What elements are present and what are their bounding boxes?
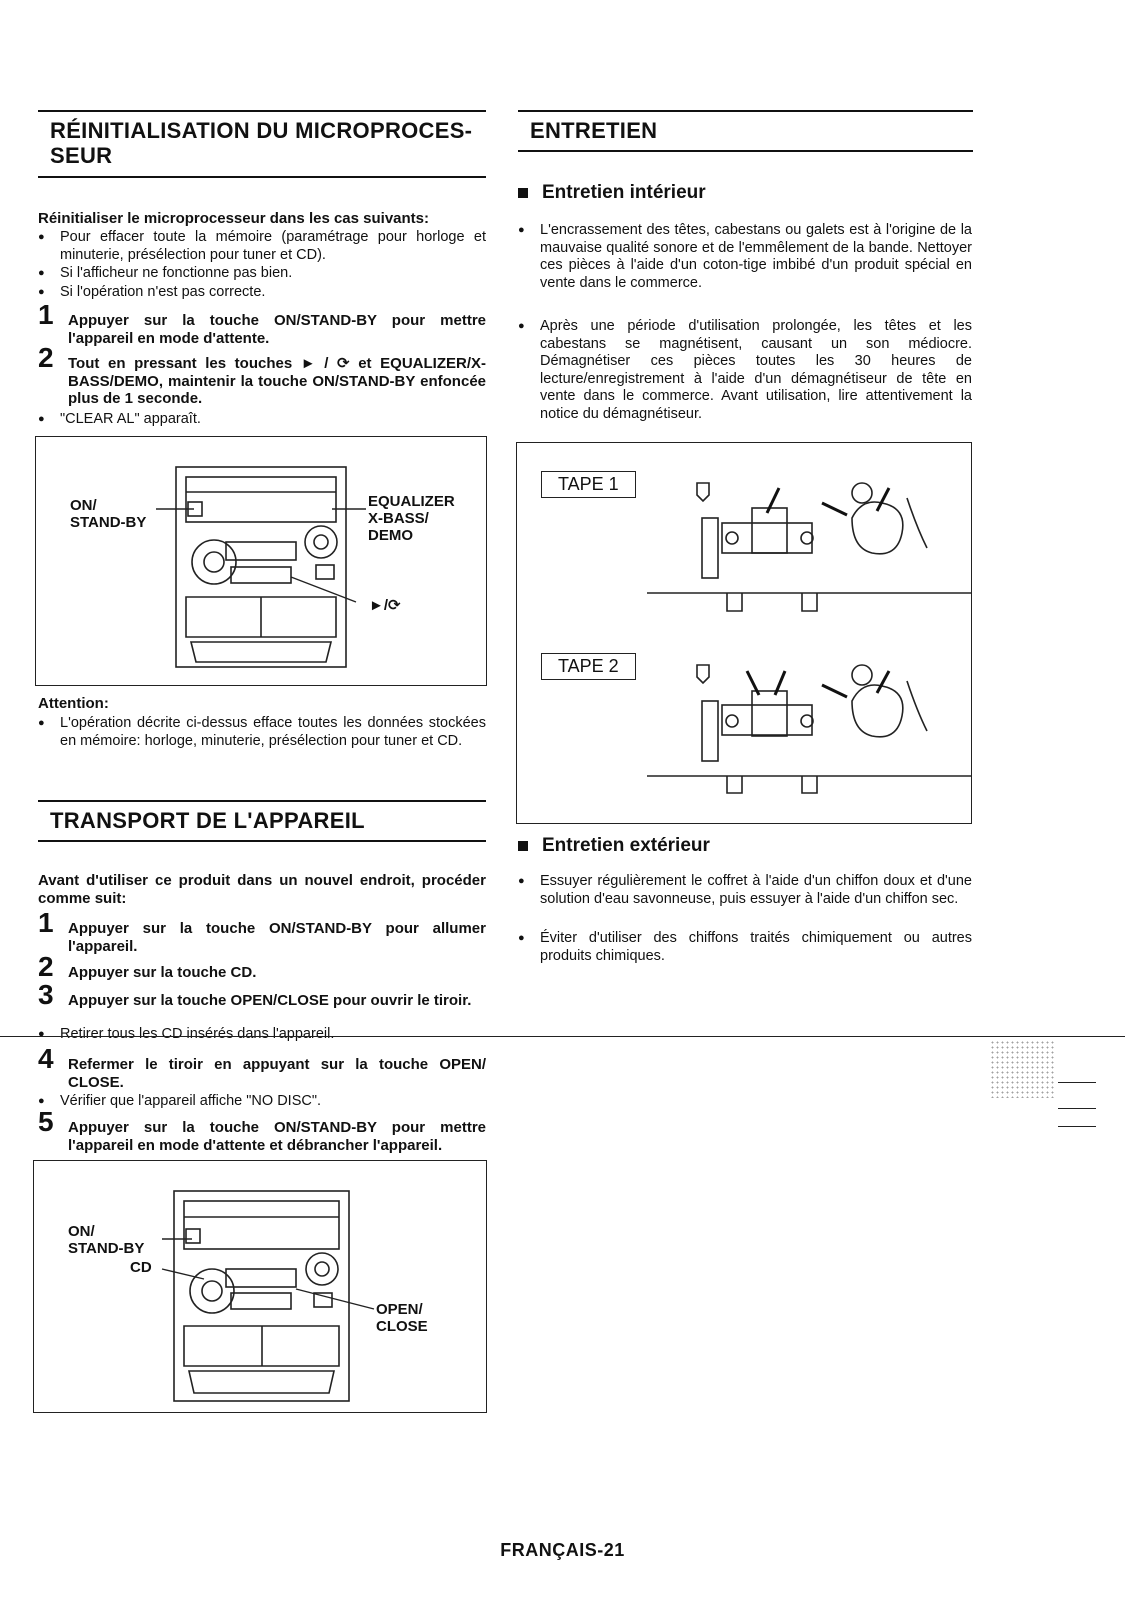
- transport-bullet-4: ● Vérifier que l'appareil affiche "NO DISC".: [38, 1093, 486, 1111]
- equalizer-label: EQUALIZER X-BASS/ DEMO: [368, 493, 455, 544]
- cd-label: CD: [130, 1259, 152, 1276]
- reset-step-1: 1 Appuyer sur la touche ON/STAND-BY pour mettre l'appareil en mode d'attente.: [38, 299, 486, 347]
- edge-mark-1: [1058, 1082, 1096, 1083]
- reset-top-rule: [38, 110, 486, 112]
- interior-bullet-2: ● Après une période d'utilisation prolongée, les têtes et les cabestans se magnétisent, causant un son médiocre. Démagnétiser ces pièces toutes les 30 heures de lecture/enregistrement à l'aide d'un démagnétiseur de tête en vente dans le commerce. Avant utilisation, lire attentivement la notice du démagnétiseur.: [518, 318, 972, 424]
- exterior-bullet-2: ● Éviter d'utiliser des chiffons traités chimiquement ou autres produits chimiques.: [518, 930, 972, 965]
- stereo-unit-illustration: [36, 437, 488, 687]
- exterior-title: Entretien extérieur: [518, 835, 710, 857]
- page-footer: FRANÇAIS-21: [500, 1540, 625, 1560]
- page-crease-line: [0, 1036, 1125, 1037]
- exterior-bullet-1: ● Essuyer régulièrement le coffret à l'aide d'un chiffon doux et d'une solution d'eau savonneuse, puis essuyer à l'aide d'un chiffon sec.: [518, 873, 972, 908]
- reset-intro: Réinitialiser le microprocesseur dans les cas suivants:: [38, 210, 430, 227]
- tape-mechanism-illustration: [517, 443, 973, 825]
- stereo-unit-illustration-2: [34, 1161, 488, 1414]
- tape1-label: TAPE 1: [541, 471, 636, 498]
- edge-mark-3: [1058, 1126, 1096, 1127]
- transport-step-2: 2 Appuyer sur la touche CD.: [38, 951, 257, 982]
- interior-title: Entretien intérieur: [518, 182, 706, 204]
- entretien-top-rule: [518, 110, 973, 112]
- edge-mark-2: [1058, 1108, 1096, 1109]
- transport-intro: Avant d'utiliser ce produit dans un nouvel endroit, procéder comme suit:: [38, 872, 486, 907]
- tape-heads-figure: [516, 442, 972, 824]
- reset-result-bullet: ● "CLEAR AL" apparaît.: [38, 411, 486, 429]
- play-label: ►/⟳: [369, 597, 401, 614]
- transport-step-4: 4 Refermer le tiroir en appuyant sur la touche OPEN/ CLOSE.: [38, 1043, 486, 1091]
- interior-bullet-1: ● L'encrassement des têtes, cabestans ou galets est à l'origine de la mauvaise qualité sonore et de l'emmêlement de la bande. Nettoyer ces pièces à l'aide d'un coton-tige imbibé d'un produit spécial en vente dans le commerce.: [518, 222, 972, 292]
- transport-bottom-rule: [38, 840, 486, 842]
- scan-noise-patch: [990, 1040, 1056, 1098]
- reset-title: RÉINITIALISATION DU MICROPROCES- SEUR: [50, 118, 473, 168]
- reset-bullet-3: ● Si l'opération n'est pas correcte.: [38, 284, 486, 302]
- on-standby-label-2: ON/ STAND-BY: [68, 1223, 145, 1257]
- reset-bullet-2: ● Si l'afficheur ne fonctionne pas bien.: [38, 265, 486, 283]
- transport-title: TRANSPORT DE L'APPAREIL: [50, 808, 365, 833]
- attention-title: Attention:: [38, 695, 109, 712]
- reset-figure: [35, 436, 487, 686]
- transport-top-rule: [38, 800, 486, 802]
- open-close-label: OPEN/ CLOSE: [376, 1301, 428, 1335]
- transport-bullet-3: ● Retirer tous les CD insérés dans l'appareil.: [38, 1026, 486, 1044]
- attention-bullet: ● L'opération décrite ci-dessus efface toutes les données stockées en mémoire: horloge, minuterie, présélection pour tuner et CD.: [38, 715, 486, 750]
- reset-bullet-1: ● Pour effacer toute la mémoire (paramétrage pour horloge et minuterie, présélection pour tuner et CD).: [38, 229, 486, 264]
- tape2-label: TAPE 2: [541, 653, 636, 680]
- entretien-bottom-rule: [518, 150, 973, 152]
- transport-step-3: 3 Appuyer sur la touche OPEN/CLOSE pour ouvrir le tiroir.: [38, 979, 472, 1010]
- on-standby-label: ON/ STAND-BY: [70, 497, 147, 531]
- transport-step-5: 5 Appuyer sur la touche ON/STAND-BY pour mettre l'appareil en mode d'attente et débrancher l'appareil.: [38, 1106, 486, 1154]
- transport-step-1: 1 Appuyer sur la touche ON/STAND-BY pour allumer l'appareil.: [38, 907, 486, 955]
- transport-figure: [33, 1160, 487, 1413]
- entretien-title: ENTRETIEN: [530, 118, 658, 143]
- reset-bottom-rule: [38, 176, 486, 178]
- reset-step-2: 2 Tout en pressant les touches ► / ⟳ et EQUALIZER/X-BASS/DEMO, maintenir la touche ON/STAND-BY enfoncée plus de 1 seconde.: [38, 342, 486, 407]
